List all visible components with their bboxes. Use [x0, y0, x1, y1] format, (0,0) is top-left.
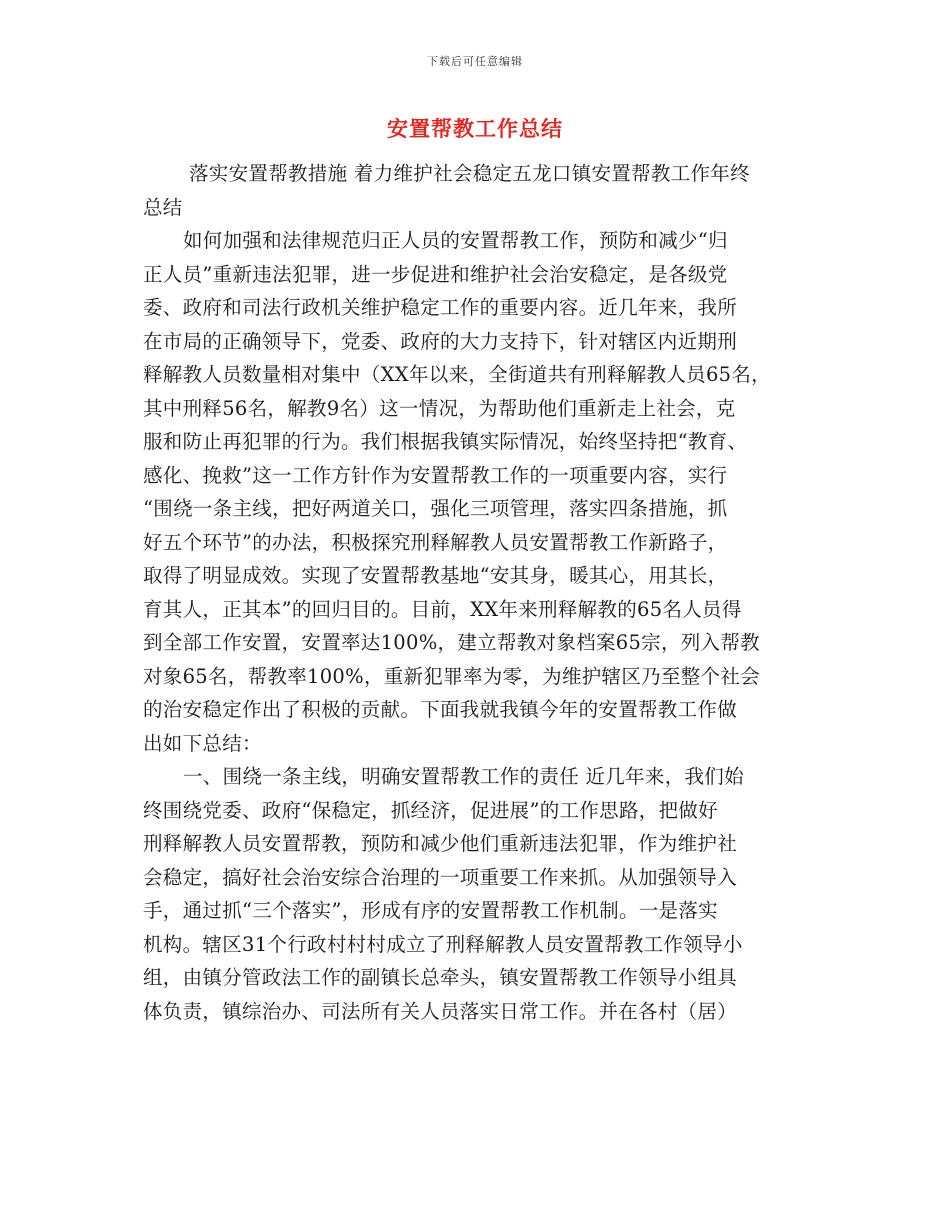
subtitle-line: 落实安置帮教措施 着力维护社会稳定五龙口镇安置帮教工作年终 [189, 162, 750, 185]
paragraph-line: 会稳定，搞好社会治安综合治理的一项重要工作来抓。从加强领导入 [143, 865, 738, 889]
paragraph-line: 刑释解教人员安置帮教，预防和减少他们重新违法犯罪，作为维护社 [143, 832, 738, 855]
paragraph-line: 对象65名，帮教率100%，重新犯罪率为零，为维护辖区乃至整个社会 [143, 664, 760, 688]
document-title: 安置帮教工作总结 [387, 116, 563, 141]
paragraph-line: 育其人，正其本”的回归目的。目前，XX年来刑释解教的65名人员得 [143, 597, 742, 621]
paragraph-line: 释解教人员数量相对集中（XX年以来，全街道共有刑释解教人员65名， [143, 363, 771, 386]
paragraph-line: 终围绕党委、政府“保稳定，抓经济，促进展”的工作思路，把做好 [143, 798, 718, 822]
paragraph-line: 一、围绕一条主线，明确安置帮教工作的责任 近几年来，我们始 [183, 765, 744, 788]
paragraph-line: 在市局的正确领导下，党委、政府的大力支持下，针对辖区内近期刑 [143, 329, 738, 353]
subtitle-line: 总结 [143, 195, 183, 219]
paragraph-line: “围绕一条主线，把好两道关口，强化三项管理，落实四条措施，抓 [143, 497, 728, 520]
paragraph-line: 好五个环节”的办法，积极探究刑释解教人员安置帮教工作新路子， [143, 530, 728, 554]
paragraph-line: 如何加强和法律规范归正人员的安置帮教工作，预防和减少“归 [183, 229, 728, 252]
paragraph-line: 感化、挽救”这一工作方针作为安置帮教工作的一项重要内容，实行 [143, 463, 728, 487]
paragraph-line: 其中刑释56名，解教9名）这一情况，为帮助他们重新走上社会，克 [143, 396, 736, 420]
paragraph-line: 取得了明显成效。实现了安置帮教基地“安其身，暖其心，用其长， [143, 564, 728, 587]
document-body [143, 157, 811, 1028]
paragraph-line: 体负责，镇综治办、司法所有关人员落实日常工作。并在各村（居） [143, 999, 738, 1023]
paragraph-line: 手，通过抓“三个落实”，形成有序的安置帮教工作机制。一是落实 [143, 899, 718, 922]
paragraph-line: 的治安稳定作出了积极的贡献。下面我就我镇今年的安置帮教工作做 [143, 698, 738, 721]
paragraph-line: 出如下总结： [143, 731, 262, 755]
paragraph-line: 组，由镇分管政法工作的副镇长总牵头，镇安置帮教工作领导小组具 [143, 966, 738, 989]
paragraph-line: 正人员”重新违法犯罪，进一步促进和维护社会治安稳定，是各级党 [143, 262, 728, 286]
paragraph-line: 服和防止再犯罪的行为。我们根据我镇实际情况，始终坚持把“教育、 [143, 430, 748, 453]
paragraph-line: 到全部工作安置，安置率达100%，建立帮教对象档案65宗，列入帮教 [143, 631, 760, 654]
page-header-note: 下载后可任意编辑 [427, 55, 523, 68]
paragraph-line: 机构。辖区31个行政村村村成立了刑释解教人员安置帮教工作领导小 [143, 932, 743, 956]
paragraph-line: 委、政府和司法行政机关维护稳定工作的重要内容。近几年来，我所 [143, 296, 738, 319]
